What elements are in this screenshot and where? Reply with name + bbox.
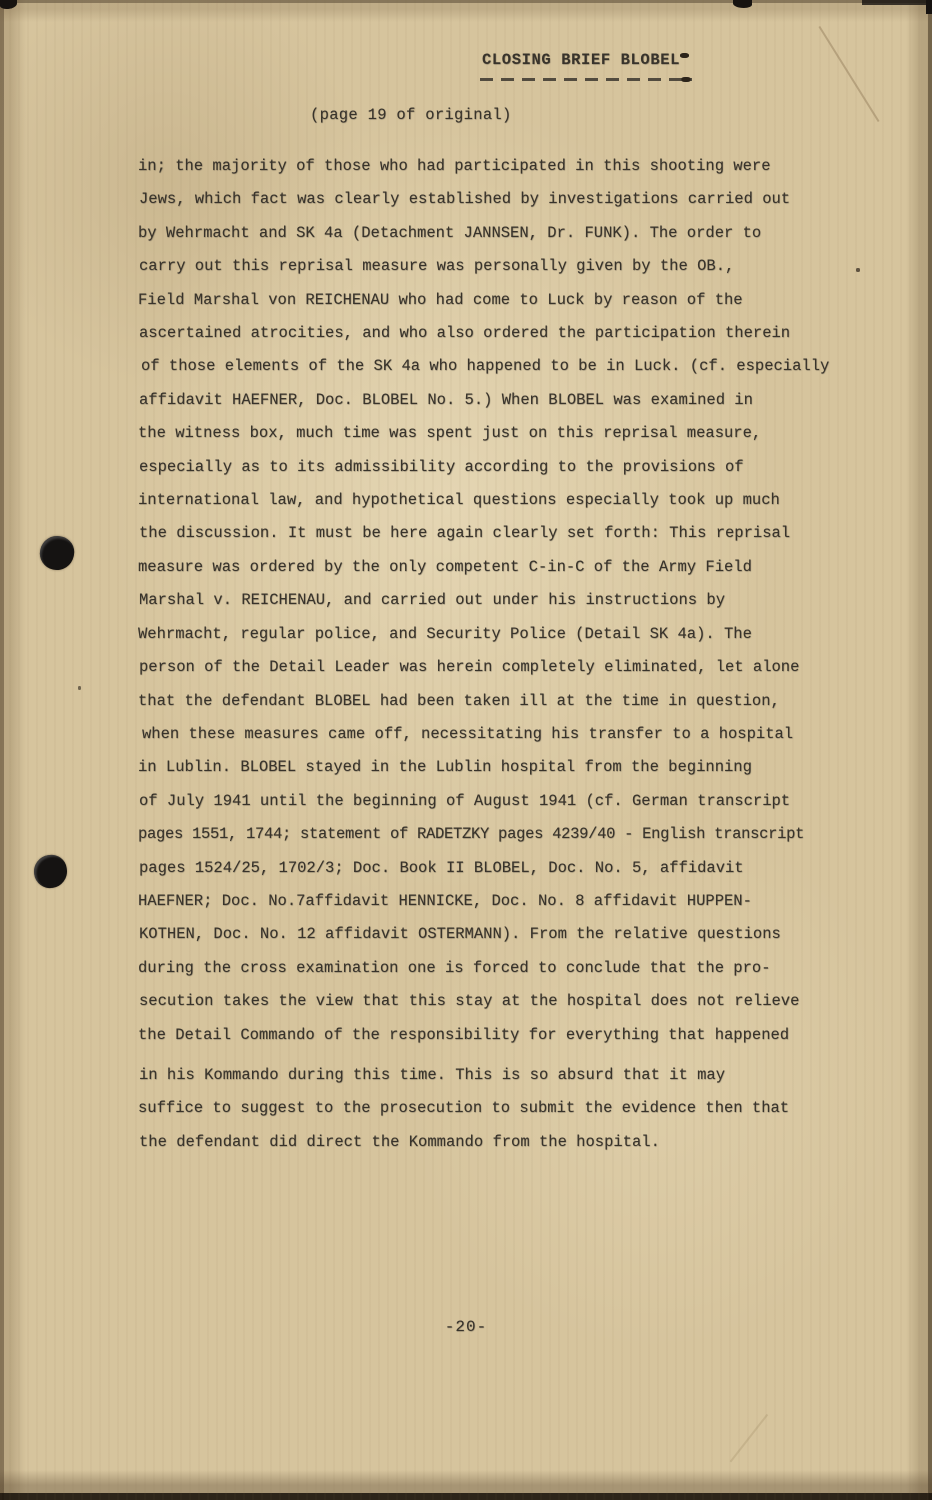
body-text-line: HAEFNER; Doc. No.7affidavit HENNICKE, Doc. No. 8 affidavit HUPPEN- xyxy=(138,891,752,910)
body-text-line: ascertained atrocities, and who also ordered the participation therein xyxy=(139,324,791,343)
body-text-line: the witness box, much time was spent just on this reprisal measure, xyxy=(138,424,762,443)
body-text-line: pages 1524/25, 1702/3; Doc. Book II BLOBEL, Doc. No. 5, affidavit xyxy=(139,858,744,877)
body-text-line: in his Kommando during this time. This is so absurd that it may xyxy=(139,1065,725,1084)
ink-speck xyxy=(78,686,81,690)
body-text xyxy=(138,150,898,1159)
body-text-line: in; the majority of those who had participated in this shooting were xyxy=(138,157,771,175)
title-underline xyxy=(480,78,692,81)
body-text-line: during the cross examination one is forced to conclude that the pro- xyxy=(138,958,771,977)
body-text-line: carry out this reprisal measure was personally given by the OB., xyxy=(139,257,735,276)
paper-crease xyxy=(818,26,879,122)
body-text-line: in Lublin. BLOBEL stayed in the Lublin hospital from the beginning xyxy=(138,758,752,777)
scan-artifact-top-left xyxy=(0,0,17,9)
body-text-line: the defendant did direct the Kommando from the hospital. xyxy=(139,1132,660,1151)
body-text-line: Marshal v. REICHENAU, and carried out under his instructions by xyxy=(139,591,725,610)
page-number: -20- xyxy=(444,1318,488,1336)
body-text-line: measure was ordered by the only competent C-in-C of the Army Field xyxy=(138,557,752,576)
scan-artifact-right-edge xyxy=(926,0,932,14)
body-text-line: of July 1941 until the beginning of August 1941 (cf. German transcript xyxy=(139,791,791,810)
body-text-line: when these measures came off, necessitating his transfer to a hospital xyxy=(142,724,794,743)
hole-punch-bottom xyxy=(32,853,69,890)
body-text-line: pages 1551, 1744; statement of RADETZKY pages 4239/40 - English transcript xyxy=(138,825,805,844)
body-text-line: Wehrmacht, regular police, and Security Police (Detail SK 4a). The xyxy=(138,624,752,643)
body-text-line: by Wehrmacht and SK 4a (Detachment JANNSEN, Dr. FUNK). The order to xyxy=(138,223,762,242)
body-text-line: secution takes the view that this stay at the hospital does not relieve xyxy=(139,992,800,1011)
body-text-line: person of the Detail Leader was herein completely eliminated, let alone xyxy=(139,658,800,677)
paper-crease xyxy=(730,1414,768,1462)
body-text-line: Field Marshal von REICHENAU who had come to Luck by reason of the xyxy=(138,290,743,309)
body-text-line: of those elements of the SK 4a who happened to be in Luck. (cf. especially xyxy=(141,357,830,376)
scan-artifact-top-middle xyxy=(733,0,752,8)
ink-speck xyxy=(680,53,689,58)
body-text-line: international law, and hypothetical questions especially took up much xyxy=(138,491,780,510)
body-text-line: suffice to suggest to the prosecution to submit the evidence then that xyxy=(138,1099,790,1118)
body-text-line: affidavit HAEFNER, Doc. BLOBEL No. 5.) When BLOBEL was examined in xyxy=(139,390,753,409)
page-reference: (page 19 of original) xyxy=(310,106,512,124)
scan-artifact-top-right xyxy=(862,0,932,5)
hole-punch-top xyxy=(37,533,77,573)
body-text-line: that the defendant BLOBEL had been taken ill at the time in question, xyxy=(138,691,780,710)
body-text-line: KOTHEN, Doc. No. 12 affidavit OSTERMANN). From the relative questions xyxy=(139,925,781,944)
body-text-line: Jews, which fact was clearly established by investigations carried out xyxy=(139,190,791,209)
body-text-line: the Detail Commando of the responsibility for everything that happened xyxy=(138,1025,790,1044)
body-text-line: especially as to its admissibility according to the provisions of xyxy=(139,457,744,476)
document-title: CLOSING BRIEF BLOBEL xyxy=(482,51,681,69)
body-text-line: the discussion. It must be here again clearly set forth: This reprisal xyxy=(139,524,791,543)
